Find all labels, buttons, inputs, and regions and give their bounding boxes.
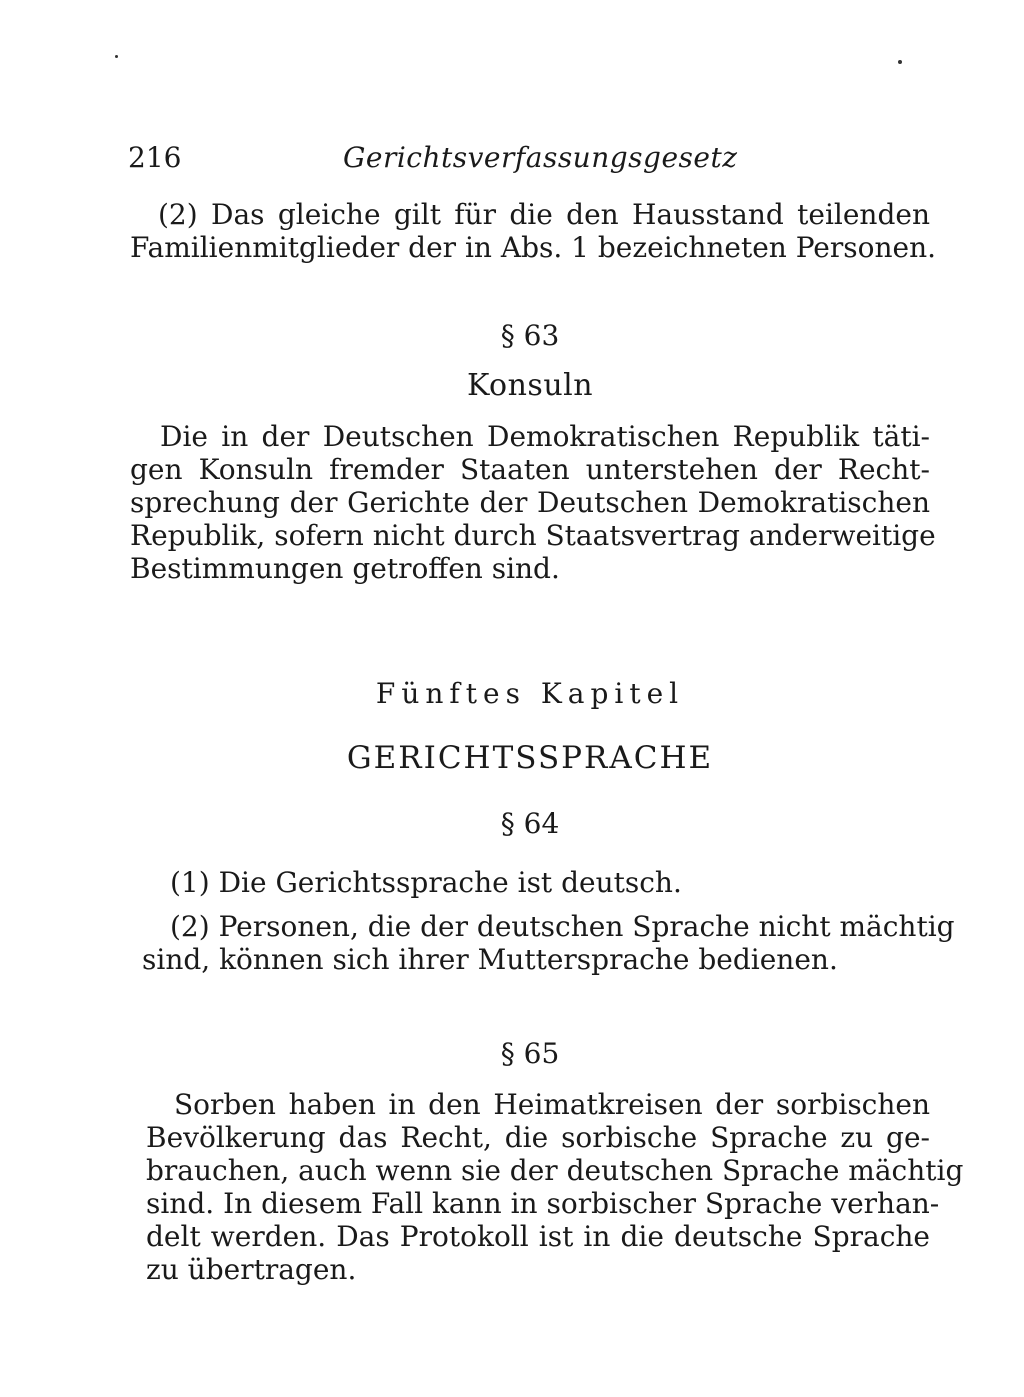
page-header <box>128 138 928 178</box>
section-title-63: Konsuln <box>466 368 594 403</box>
text-line: Familienmitglieder der in Abs. 1 bezeichneten Personen. <box>130 231 937 264</box>
running-title: Gerichtsverfassungsgesetz <box>343 141 738 174</box>
text-line: Republik, sofern nicht durch Staatsvertrag anderweitige <box>130 519 936 552</box>
text-line: Sorben haben in den Heimatkreisen der sorbischen <box>174 1088 930 1121</box>
section-64-para-2 <box>130 910 955 976</box>
text-line: brauchen, auch wenn sie der deutschen Sprache mächtig <box>146 1154 964 1187</box>
section-64-para-1 <box>130 866 930 899</box>
section-63-body <box>130 420 936 585</box>
text-line: (1) Die Gerichtssprache ist deutsch. <box>170 866 682 899</box>
section-number-64: § 64 <box>500 807 560 840</box>
section-number-63: § 63 <box>500 319 560 352</box>
text-line: gen Konsuln fremder Staaten unterstehen der Recht- <box>130 453 930 486</box>
paragraph-62-2 <box>130 198 937 264</box>
text-line: (2) Das gleiche gilt für die den Hausstand teilenden <box>158 198 930 231</box>
text-line: (2) Personen, die der deutschen Sprache nicht mächtig <box>170 910 955 943</box>
page-number: 216 <box>128 141 182 174</box>
section-65-body <box>130 1088 964 1286</box>
text-line: sind. In diesem Fall kann in sorbischer Sprache verhan- <box>146 1187 940 1220</box>
text-line: Bevölkerung das Recht, die sorbische Sprache zu ge- <box>146 1121 930 1154</box>
text-line: delt werden. Das Protokoll ist in die deutsche Sprache <box>146 1220 930 1253</box>
text-line: Die in der Deutschen Demokratischen Republik täti- <box>160 420 930 453</box>
chapter-title: GERICHTSSPRACHE <box>346 740 714 776</box>
print-speck <box>898 60 902 64</box>
text-line: sind, können sich ihrer Muttersprache bedienen. <box>142 943 838 976</box>
print-speck <box>115 55 118 58</box>
chapter-label: Fünftes Kapitel <box>375 677 685 710</box>
text-line: zu übertragen. <box>146 1253 357 1286</box>
text-line: Bestimmungen getroffen sind. <box>130 552 560 585</box>
text-line: sprechung der Gerichte der Deutschen Demokratischen <box>130 486 930 519</box>
section-number-65: § 65 <box>500 1037 560 1070</box>
